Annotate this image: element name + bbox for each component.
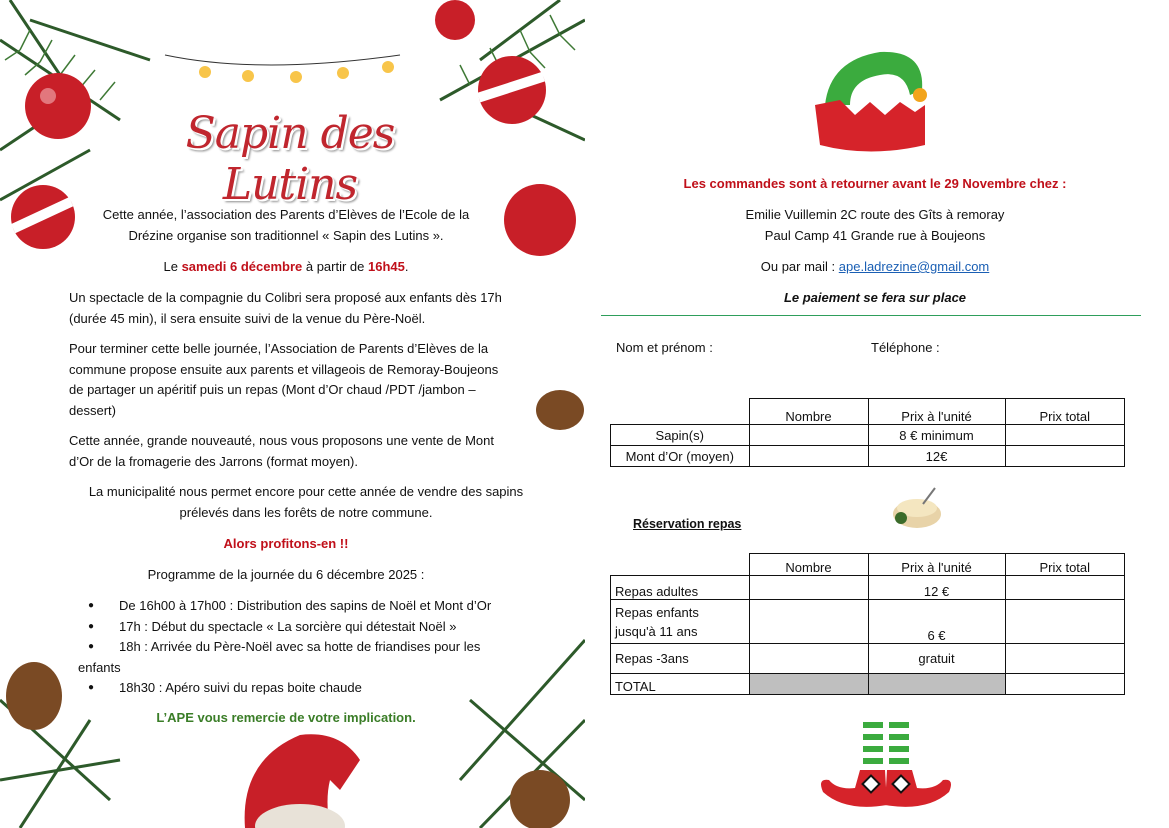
order-addresses (615, 205, 1135, 246)
date-mid: à partir de (302, 259, 369, 274)
unit-price: 8 € minimum (868, 425, 1005, 446)
header-cell: Nombre (749, 399, 868, 425)
meal-name: Repas -3ans (611, 644, 750, 674)
novelty-paragraph (69, 431, 539, 472)
show-line: (durée 45 min), il sera ensuite suivi de la venue du Père-Noël. (69, 310, 426, 326)
date-highlight: samedi 6 décembre (181, 259, 303, 274)
meal-name-line: Repas enfants (615, 604, 699, 620)
table-row (611, 576, 1125, 600)
table-row (611, 446, 1125, 467)
quantity-cell[interactable] (749, 425, 868, 446)
table-header-row (611, 399, 1125, 425)
program-title: Programme de la journée du 6 décembre 2025 : (147, 567, 425, 582)
header-cell: Prix à l'unité (868, 399, 1005, 425)
header-cell: Nombre (749, 554, 868, 576)
unit-price: gratuit (868, 644, 1005, 674)
municipality-paragraph (65, 482, 547, 523)
call-to-action: Alors profitons-en !! (223, 536, 349, 551)
meal-name-line: jusqu'à 11 ans (615, 623, 698, 639)
meal-name: Repas adultes (611, 576, 750, 600)
date-prefix: Le (163, 259, 182, 274)
show-paragraph (69, 288, 539, 329)
email-link[interactable]: ape.ladrezine@gmail.com (838, 259, 990, 274)
program-item-continuation: enfants (78, 659, 121, 675)
mail-prefix: Ou par mail : (760, 259, 839, 274)
address-line: Emilie Vuillemin 2C route des Gîts à remoray (745, 207, 1005, 222)
header-cell (611, 554, 750, 576)
time-highlight: 16h45 (368, 259, 405, 274)
intro-line: Drézine organise son traditionnel « Sapin des Lutins ». (128, 227, 444, 243)
address-line: Paul Camp 41 Grande rue à Boujeons (764, 227, 986, 243)
quantity-cell[interactable] (749, 576, 868, 600)
program-item: ● 17h : Début du spectacle « La sorcière qui détestait Noël » (78, 617, 518, 638)
meal-table (610, 553, 1125, 695)
meal-name (611, 600, 750, 644)
intro-line: Cette année, l’association des Parents d’Elèves de l’Ecole de la (102, 207, 470, 222)
date-suffix: . (404, 259, 409, 274)
meal-line: commune propose ensuite aux parents et villageois de Remoray-Boujeons (69, 361, 499, 377)
novelty-line: Cette année, grande nouveauté, nous vous proposons une vente de Mont (69, 433, 494, 448)
product-name: Sapin(s) (611, 425, 750, 446)
program-list (78, 596, 518, 699)
event-date (70, 257, 502, 278)
total-cell[interactable] (1005, 644, 1125, 674)
table-header-row (611, 554, 1125, 576)
table-row (611, 674, 1125, 695)
order-mail (615, 257, 1135, 278)
thanks-message: L’APE vous remercie de votre implication. (156, 710, 416, 725)
total-label: TOTAL (611, 674, 750, 695)
unit-price: 12 € (868, 576, 1005, 600)
phone-label: Téléphone : (871, 340, 940, 355)
name-label: Nom et prénom : (616, 340, 713, 355)
total-cell[interactable] (1005, 600, 1125, 644)
order-form-page (585, 0, 1169, 828)
meal-line: dessert) (69, 402, 116, 418)
order-deadline: Les commandes sont à retourner avant le 29 Novembre chez : (683, 176, 1067, 191)
table-row (611, 600, 1125, 644)
meal-line: Pour terminer cette belle journée, l’Association de Parents d’Elèves de la (69, 341, 489, 356)
program-item: ● De 16h00 à 17h00 : Distribution des sapins de Noël et Mont d’Or (78, 596, 518, 617)
flyer-title: Sapin des Lutins (185, 108, 395, 210)
meal-line: de partager un apéritif puis un repas (Mont d’Or chaud /PDT /jambon – (69, 382, 476, 397)
product-name: Mont d’Or (moyen) (611, 446, 750, 467)
unit-price: 6 € (868, 600, 1005, 644)
elf-shoes-icon (815, 720, 955, 815)
unit-price: 12€ (868, 446, 1005, 467)
municipality-line: prélevés dans les forêts de notre commune. (179, 504, 433, 520)
total-cell[interactable] (1005, 446, 1125, 467)
header-cell (611, 399, 750, 425)
novelty-line: d’Or de la fromagerie des Jarrons (format moyen). (69, 453, 358, 469)
products-table (610, 398, 1125, 467)
elf-hat-icon (810, 40, 940, 160)
table-row (611, 425, 1125, 446)
mont-dor-dish-icon (887, 484, 947, 534)
show-line: Un spectacle de la compagnie du Colibri sera proposé aux enfants dès 17h (69, 290, 502, 305)
header-cell: Prix total (1005, 554, 1125, 576)
intro-paragraph (70, 205, 502, 246)
quantity-cell[interactable] (749, 446, 868, 467)
program-item: ● 18h : Arrivée du Père-Noël avec sa hotte de friandises pour les (78, 637, 518, 658)
disabled-cell (749, 674, 868, 695)
grand-total-cell[interactable] (1005, 674, 1125, 695)
quantity-cell[interactable] (749, 644, 868, 674)
header-cell: Prix total (1005, 399, 1125, 425)
total-cell[interactable] (1005, 576, 1125, 600)
disabled-cell (868, 674, 1005, 695)
program-item: ● 18h30 : Apéro suivi du repas boite chaude (78, 678, 518, 699)
meal-paragraph (69, 339, 539, 421)
table-row (611, 644, 1125, 674)
total-cell[interactable] (1005, 425, 1125, 446)
meal-reservation-title: Réservation repas (633, 517, 742, 531)
municipality-line: La municipalité nous permet encore pour cette année de vendre des sapins (88, 484, 524, 499)
header-cell: Prix à l'unité (868, 554, 1005, 576)
section-divider (601, 315, 1141, 316)
payment-note: Le paiement se fera sur place (783, 290, 967, 305)
quantity-cell[interactable] (749, 600, 868, 644)
